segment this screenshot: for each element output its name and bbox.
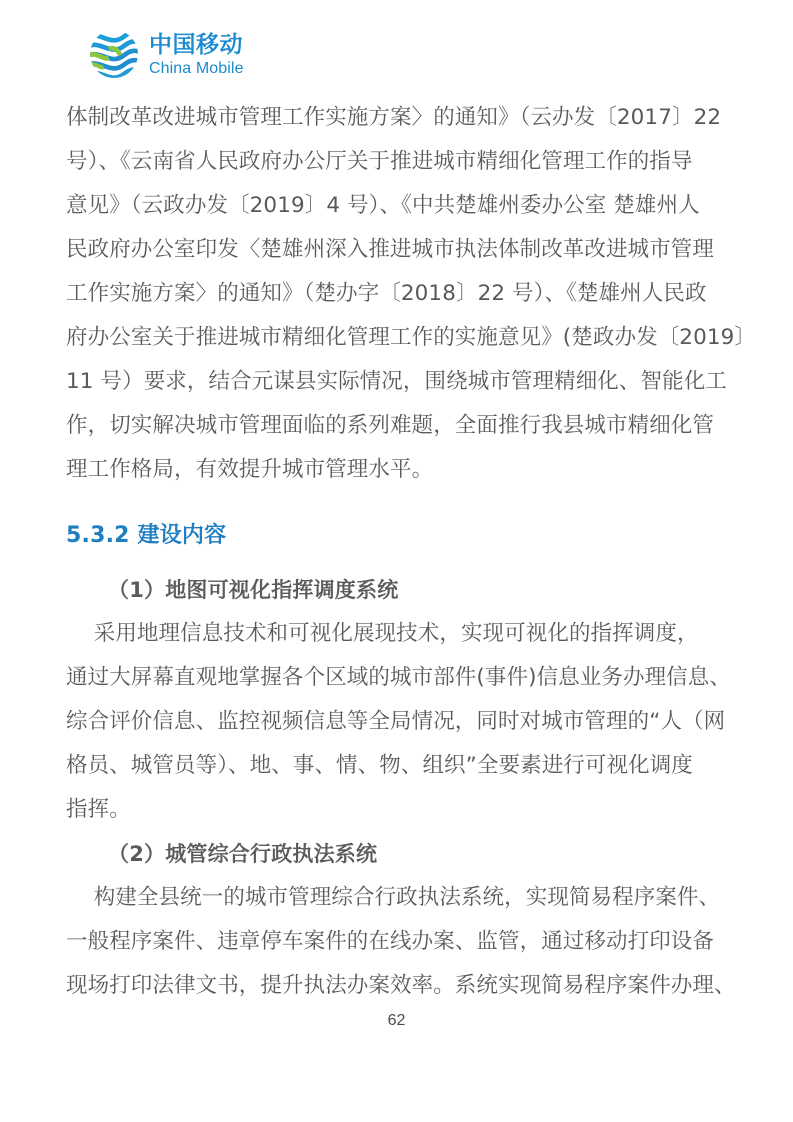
document-header [88, 28, 244, 80]
document-footer [0, 1012, 793, 1030]
text-line: 构建全县统一的城市管理综合行政执法系统，实现简易程序案件、 [66, 885, 721, 910]
text-line: 作，切实解决城市管理面临的系列难题，全面推行我县城市精细化管 [66, 413, 715, 438]
text-line: 理工作格局，有效提升城市管理水平。 [66, 457, 434, 482]
china-mobile-logo-icon [88, 28, 140, 80]
text-line: 通过大屏幕直观地掌握各个区域的城市部件(事件)信息业务办理信息、 [66, 665, 731, 690]
text-line: 综合评价信息、监控视频信息等全局情况，同时对城市管理的“人（网 [66, 709, 726, 734]
text-line: 府办公室关于推进城市精细化管理工作的实施意见》(楚政办发〔2019〕 [66, 325, 757, 350]
paragraph-continued [66, 96, 757, 492]
text-line: 指挥。 [66, 797, 131, 822]
text-line: 采用地理信息技术和可视化展现技术，实现可视化的指挥调度， [66, 621, 699, 646]
brand-lockup [149, 32, 244, 77]
page-number: 62 [387, 1012, 406, 1029]
text-line: 11 号）要求，结合元谋县实际情况，围绕城市管理精细化、智能化工 [66, 369, 727, 394]
vertical-spacer [66, 558, 730, 568]
vertical-spacer [66, 492, 730, 514]
text-line: 一般程序案件、违章停车案件的在线办案、监管，通过移动打印设备 [66, 929, 715, 954]
paragraph-subsection-1 [66, 612, 730, 832]
text-line: 现场打印法律文书，提升执法办案效率。系统实现简易程序案件办理、 [66, 973, 736, 998]
text-line: 体制改革改进城市管理工作实施方案〉的通知》（云办发〔2017〕22 [66, 105, 722, 130]
text-line: 民政府办公室印发〈楚雄州深入推进城市执法体制改革改进城市管理 [66, 237, 715, 262]
brand-name-cn: 中国移动 [149, 31, 243, 58]
text-line: 意见》（云政办发〔2019〕4 号）、《中共楚雄州委办公室 楚雄州人 [66, 193, 700, 218]
text-line: 格员、城管员等）、地、事、情、物、组织”全要素进行可视化调度 [66, 753, 693, 778]
document-content [66, 96, 757, 1008]
text-line: 号）、《云南省人民政府办公厅关于推进城市精细化管理工作的指导 [66, 149, 693, 174]
brand-name-en: China Mobile [149, 59, 244, 77]
sub-heading-2: （2）城管综合行政执法系统 [108, 842, 378, 866]
paragraph-subsection-2 [66, 876, 736, 1008]
sub-heading-1: （1）地图可视化指挥调度系统 [108, 578, 399, 602]
section-heading-5-3-2: 5.3.2 建设内容 [66, 523, 227, 548]
text-line: 工作实施方案〉的通知》（楚办字〔2018〕22 号）、《楚雄州人民政 [66, 281, 707, 306]
